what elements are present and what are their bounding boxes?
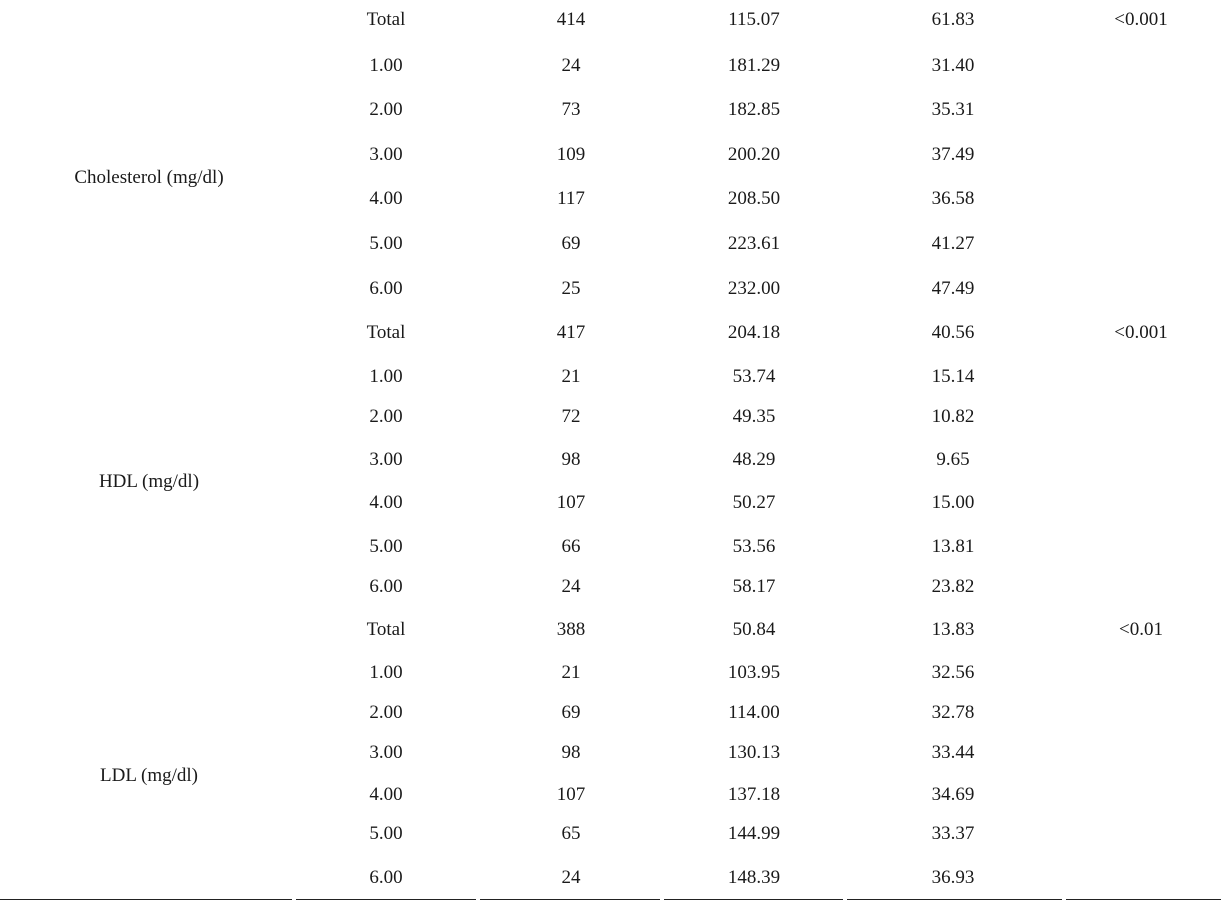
- mean-cell: 53.56: [732, 536, 776, 557]
- n-cell: 25: [561, 278, 581, 299]
- sd-cell: 9.65: [936, 449, 970, 470]
- mean-cell: 182.85: [727, 99, 781, 120]
- sd-cell: 13.81: [931, 536, 975, 557]
- mean-cell: 130.13: [727, 742, 781, 763]
- n-cell: 66: [561, 536, 581, 557]
- mean-cell: 204.18: [727, 322, 781, 343]
- sd-cell: 33.44: [931, 742, 975, 763]
- mean-cell: 137.18: [727, 784, 781, 805]
- n-cell: 69: [561, 702, 581, 723]
- sd-cell: 13.83: [931, 619, 975, 640]
- sd-cell: 23.82: [931, 576, 975, 597]
- mean-cell: 115.07: [728, 9, 780, 30]
- sd-cell: 37.49: [931, 144, 975, 165]
- group-cell: 6.00: [369, 278, 403, 299]
- bottom-rule: [847, 899, 1062, 900]
- mean-cell: 148.39: [727, 867, 781, 888]
- bottom-rule: [0, 899, 292, 900]
- p-value-cell: <0.01: [1119, 619, 1163, 640]
- sd-cell: 41.27: [931, 233, 975, 254]
- n-cell: 21: [561, 662, 581, 683]
- group-cell: 1.00: [369, 662, 403, 683]
- group-cell: 3.00: [369, 742, 403, 763]
- n-cell: 69: [561, 233, 581, 254]
- n-cell: 414: [556, 9, 586, 30]
- mean-cell: 200.20: [727, 144, 781, 165]
- n-cell: 107: [556, 784, 586, 805]
- sd-cell: 15.00: [931, 492, 975, 513]
- group-cell: 3.00: [369, 144, 403, 165]
- group-cell: 2.00: [369, 99, 403, 120]
- group-cell: 6.00: [369, 576, 403, 597]
- group-cell: 5.00: [369, 536, 403, 557]
- group-cell: Total: [366, 619, 406, 640]
- n-cell: 73: [561, 99, 581, 120]
- n-cell: 24: [561, 867, 581, 888]
- mean-cell: 50.84: [732, 619, 776, 640]
- mean-cell: 50.27: [732, 492, 776, 513]
- group-cell: 3.00: [369, 449, 403, 470]
- mean-cell: 53.74: [732, 366, 776, 387]
- group-cell: Total: [366, 322, 406, 343]
- bottom-rule: [296, 899, 476, 900]
- sd-cell: 33.37: [931, 823, 975, 844]
- sd-cell: 32.78: [931, 702, 975, 723]
- mean-cell: 114.00: [728, 702, 780, 723]
- group-cell: Total: [366, 9, 406, 30]
- n-cell: 117: [557, 188, 585, 209]
- variable-label: Cholesterol (mg/dl): [74, 166, 224, 188]
- mean-cell: 232.00: [727, 278, 781, 299]
- n-cell: 417: [556, 322, 586, 343]
- n-cell: 24: [561, 576, 581, 597]
- sd-cell: 34.69: [931, 784, 975, 805]
- variable-label: LDL (mg/dl): [100, 764, 198, 786]
- group-cell: 4.00: [369, 784, 403, 805]
- sd-cell: 47.49: [931, 278, 975, 299]
- sd-cell: 36.93: [931, 867, 975, 888]
- sd-cell: 32.56: [931, 662, 975, 683]
- n-cell: 21: [561, 366, 581, 387]
- group-cell: 6.00: [369, 867, 403, 888]
- group-cell: 2.00: [369, 702, 403, 723]
- sd-cell: 36.58: [931, 188, 975, 209]
- mean-cell: 49.35: [732, 406, 776, 427]
- group-cell: 1.00: [369, 366, 403, 387]
- group-cell: 1.00: [369, 55, 403, 76]
- sd-cell: 15.14: [931, 366, 975, 387]
- n-cell: 65: [561, 823, 581, 844]
- mean-cell: 208.50: [727, 188, 781, 209]
- mean-cell: 103.95: [727, 662, 781, 683]
- group-cell: 2.00: [369, 406, 403, 427]
- variable-label: HDL (mg/dl): [98, 471, 200, 492]
- mean-cell: 58.17: [732, 576, 776, 597]
- group-cell: 4.00: [369, 492, 403, 513]
- bottom-rule: [1066, 899, 1221, 900]
- sd-cell: 40.56: [931, 322, 975, 343]
- mean-cell: 48.29: [732, 449, 776, 470]
- n-cell: 107: [556, 492, 586, 513]
- group-cell: 5.00: [369, 823, 403, 844]
- bottom-rule: [664, 899, 843, 900]
- n-cell: 24: [561, 55, 581, 76]
- bottom-rule: [480, 899, 660, 900]
- sd-cell: 10.82: [931, 406, 975, 427]
- sd-cell: 35.31: [931, 99, 975, 120]
- n-cell: 98: [561, 449, 581, 470]
- p-value-cell: <0.001: [1114, 9, 1168, 30]
- mean-cell: 181.29: [727, 55, 781, 76]
- n-cell: 98: [561, 742, 581, 763]
- n-cell: 388: [556, 619, 586, 640]
- mean-cell: 144.99: [727, 823, 781, 844]
- p-value-cell: <0.001: [1114, 322, 1168, 343]
- group-cell: 5.00: [369, 233, 403, 254]
- n-cell: 109: [556, 144, 586, 165]
- n-cell: 72: [561, 406, 581, 427]
- sd-cell: 61.83: [931, 9, 975, 30]
- mean-cell: 223.61: [727, 233, 781, 254]
- group-cell: 4.00: [369, 188, 403, 209]
- sd-cell: 31.40: [931, 55, 975, 76]
